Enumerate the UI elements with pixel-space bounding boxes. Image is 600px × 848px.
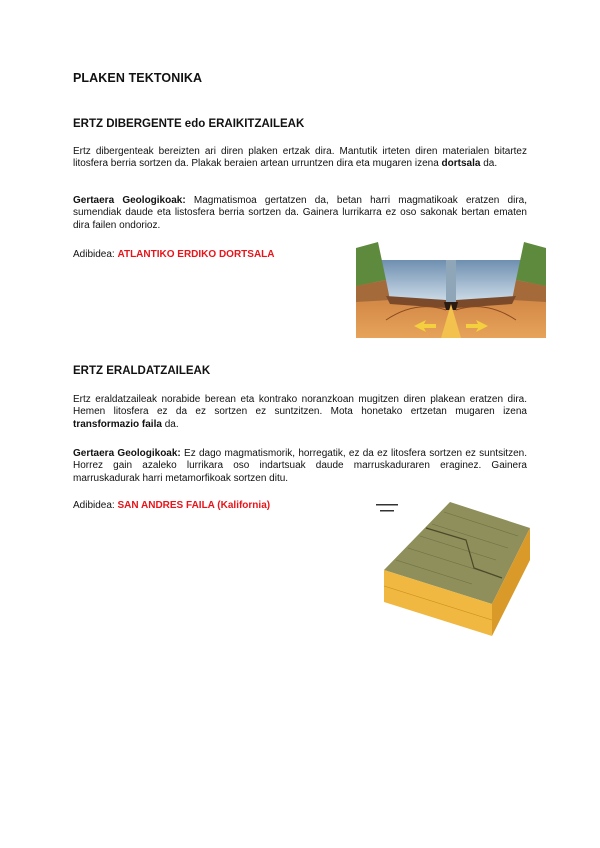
example-label: Adibidea: — [73, 500, 118, 511]
paragraph-bold-term: dortsala — [441, 158, 481, 170]
paragraph-text-end: da. — [480, 158, 498, 170]
section-heading-divergent: ERTZ DIBERGENTE edo ERAIKITZAILEAK — [73, 118, 305, 130]
example-divergent — [73, 249, 275, 260]
section-heading-transform: ERTZ ERALDATZAILEAK — [73, 365, 211, 377]
transform-fault-illustration — [366, 498, 546, 638]
example-value: SAN ANDRES FAILA (Kalifornia) — [117, 500, 271, 511]
paragraph-text-end: da. — [161, 418, 179, 430]
paragraph-bold-term: transformazio faila — [73, 418, 162, 430]
paragraph-text: Ertz eraldatzaileak norabide berean eta kontrako noranzkoan mugitzen diren plakean eratzen dira. Hemen litosfera ez da ez sortzen ez suntzitzen. Mota honetako ertzetan mugaren izena — [73, 394, 527, 418]
divergent-boundary-illustration — [356, 240, 546, 338]
paragraph-text: Ertz dibergenteak bereizten ari diren plaken ertzak dira. Mantutik irteten diren materialen bitartez litosfera berria sortzen da. Plakak beraien artean urruntzen dira eta mugaren izena — [73, 146, 527, 170]
paragraph-bold-label: Gertaera Geologikoak: — [73, 195, 186, 206]
paragraph-divergent-geology — [73, 195, 527, 232]
paragraph-bold-label: Gertaera Geologikoak: — [73, 448, 181, 459]
paragraph-text: Magmatismoa gertatzen da, betan harri magmatikoak eratzen dira, sumendiak daude eta listosfera berria sortzen da. Gainera lurrikarra ez oso sakonak bertan ematen dira failen ondorioz. — [73, 195, 527, 231]
paragraph-transform-geology — [73, 448, 527, 485]
example-transform — [73, 500, 270, 511]
paragraph-transform-definition — [73, 394, 527, 431]
example-label: Adibidea: — [73, 249, 118, 260]
example-value: ATLANTIKO ERDIKO DORTSALA — [117, 249, 275, 260]
paragraph-text: Ez dago magmatismorik, horregatik, ez da ez litosfera sortzen ez suntsitzen. Horrez gain azaleko lurrikara oso indartsuak daude marruskaduraren eraginez. Gainera marruskadurak harri metamorfikoak sortzen ditu. — [73, 448, 527, 484]
page-title: PLAKEN TEKTONIKA — [73, 71, 203, 85]
paragraph-divergent-definition — [73, 146, 527, 171]
